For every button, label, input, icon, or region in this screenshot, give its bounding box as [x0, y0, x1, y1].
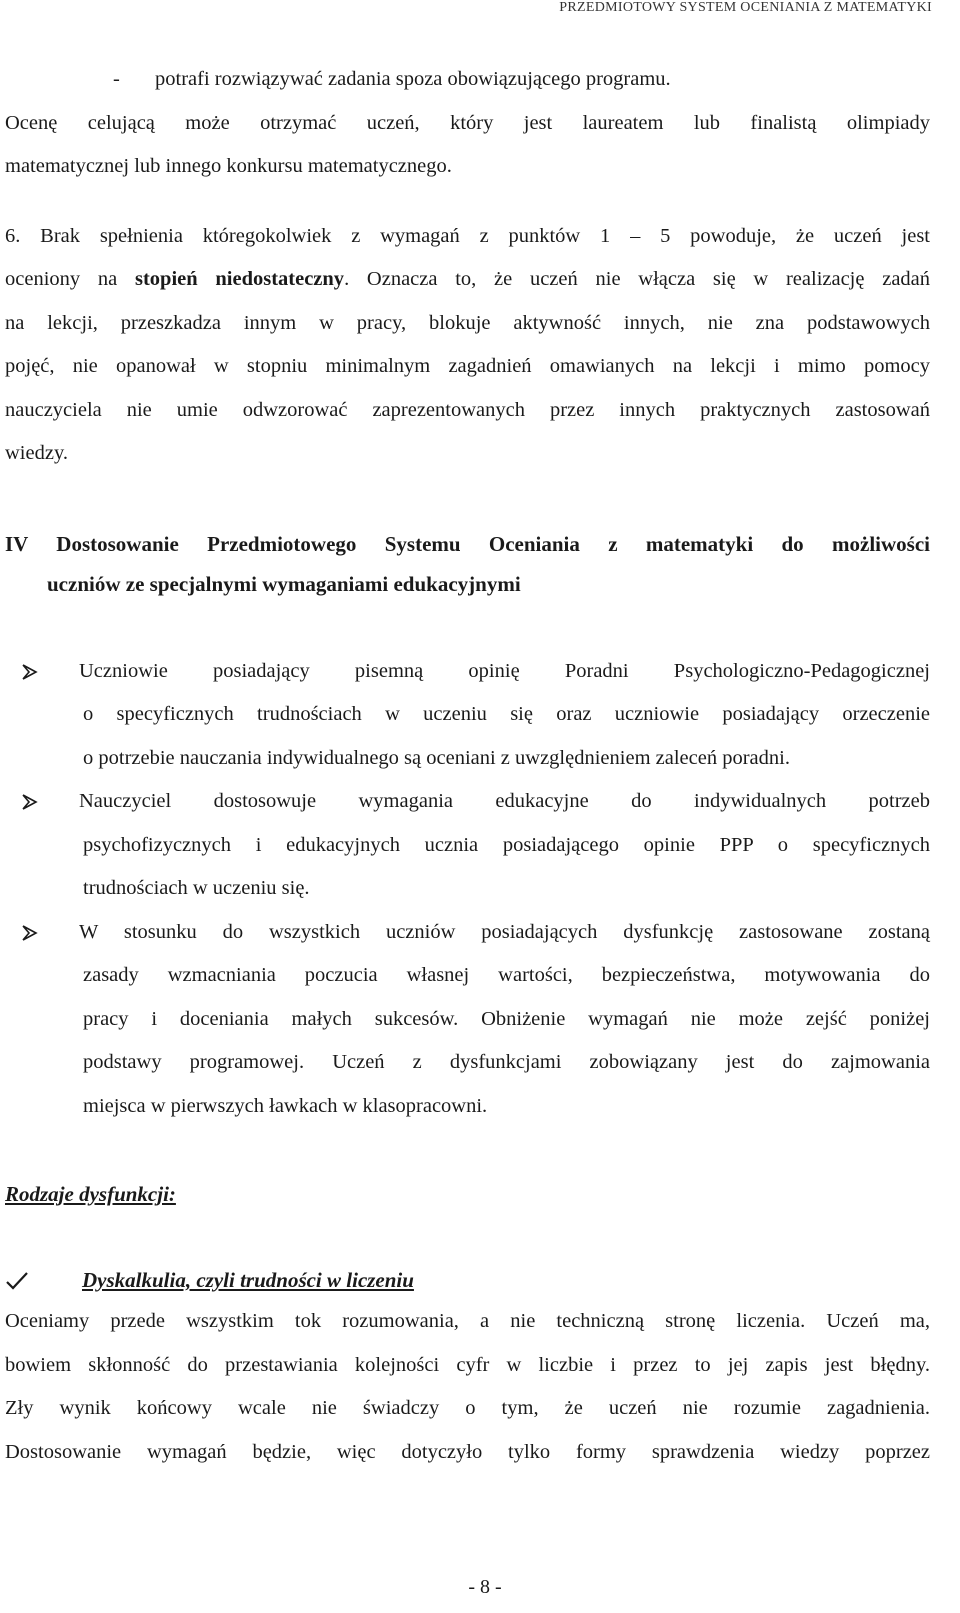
point-6-line: na lekcji, przeszkadza innym w pracy, blokuje aktywność innych, nie zna podstawowych — [5, 311, 930, 334]
paragraph-line: Ocenę celującą może otrzymać uczeń, który jest laureatem lub finalistą olimpiady — [5, 111, 930, 134]
checkmark-item — [5, 1260, 930, 1300]
point-6-line — [5, 258, 930, 302]
arrow-bullet-icon — [21, 780, 41, 824]
point-6-line: nauczyciela nie umie odwzorować zaprezentowanych przez innych praktycznych zastosowań — [5, 398, 930, 421]
checkmark-icon — [5, 1271, 29, 1296]
arrow-bullet-icon — [21, 911, 41, 955]
bullet-line: miejsca w pierwszych ławkach w klasopracowni. — [83, 1094, 488, 1117]
dash-list-item — [5, 58, 930, 102]
bullet-line: pracy i doceniania małych sukcesów. Obniżenie wymagań nie może zejść poniżej — [83, 1007, 930, 1030]
paragraph-line: Zły wynik końcowy wcale nie świadczy o tym, że uczeń nie rozumie zagadnienia. — [5, 1397, 930, 1419]
dash-marker: - — [113, 68, 120, 90]
paragraph-line: matematycznej lub innego konkursu matematycznego. — [5, 155, 452, 177]
bullet-line: Nauczyciel dostosowuje wymagania edukacyjne do indywidualnych potrzeb — [79, 790, 930, 812]
point-6-line: 6. Brak spełnienia któregokolwiek z wymagań z punktów 1 – 5 powoduje, że uczeń jest — [5, 224, 930, 247]
bullet-line: podstawy programowej. Uczeń z dysfunkcjami zobowiązany jest do zajmowania — [83, 1051, 930, 1073]
point-6-text: oceniony na — [5, 268, 135, 290]
paragraph-line: Oceniamy przede wszystkim tok rozumowania, a nie techniczną stronę liczenia. Uczeń ma, — [5, 1310, 930, 1332]
page-number: - 8 - — [468, 1576, 502, 1598]
paragraph-line: Dostosowanie wymagań będzie, więc dotyczyło tylko formy sprawdzenia wiedzy poprzez — [5, 1440, 930, 1463]
point-6-line: pojęć, nie opanował w stopniu minimalnym zagadnień omawianych na lekcji i mimo pomocy — [5, 355, 930, 377]
arrow-bullet-icon — [21, 650, 41, 694]
section-heading-line: uczniów ze specjalnymi wymaganiami edukacyjnymi — [47, 571, 521, 596]
bullet-line: trudnościach w uczeniu się. — [83, 877, 310, 899]
dash-item-text: potrafi rozwiązywać zadania spoza obowiązującego programu. — [155, 68, 671, 90]
arrow-bullet-item — [5, 911, 930, 1129]
bullet-text: Uczniowie posiadający pisemną opinię Poradni Psychologiczno-Pedagogicznej — [79, 659, 930, 682]
bullet-line: zasady wzmacniania poczucia własnej wartości, bezpieczeństwa, motywowania do — [83, 964, 930, 986]
arrow-bullet-item — [5, 780, 930, 911]
bullet-line: o potrzebie nauczania indywidualnego są oceniani z uwzględnieniem zaleceń poradni. — [83, 746, 790, 769]
section-heading-line: IV Dostosowanie Przedmiotowego Systemu Oceniania z matematyki do możliwości — [5, 531, 930, 556]
running-header: PRZEDMIOTOWY SYSTEM OCENIANIA Z MATEMATYKI — [559, 0, 932, 15]
point-6-text: . Oznacza to, że uczeń nie włącza się w realizację zadań — [344, 268, 931, 290]
bullet-line: W stosunku do wszystkich uczniów posiadających dysfunkcję zastosowane zostaną — [79, 920, 930, 943]
point-6-line: wiedzy. — [5, 442, 68, 464]
dyskalkulia-title: Dyskalkulia, czyli trudności w liczeniu — [82, 1268, 414, 1292]
page-body — [5, 58, 930, 1474]
grade-name-bold: stopień niedostateczny — [134, 268, 345, 290]
section-heading — [5, 524, 930, 604]
paragraph-line: bowiem skłonność do przestawiania kolejności cyfr w liczbie i przez to jej zapis jest błędny. — [5, 1353, 930, 1376]
dysfunction-types-title: Rodzaje dysfunkcji: — [5, 1182, 176, 1206]
bullet-line — [79, 650, 930, 694]
bullet-line: psychofizycznych i edukacyjnych ucznia posiadającego opinie PPP o specyficznych — [83, 833, 930, 856]
arrow-bullet-item — [5, 650, 930, 781]
bullet-line: o specyficznych trudnościach w uczeniu się oraz uczniowie posiadający orzeczenie — [83, 703, 930, 725]
